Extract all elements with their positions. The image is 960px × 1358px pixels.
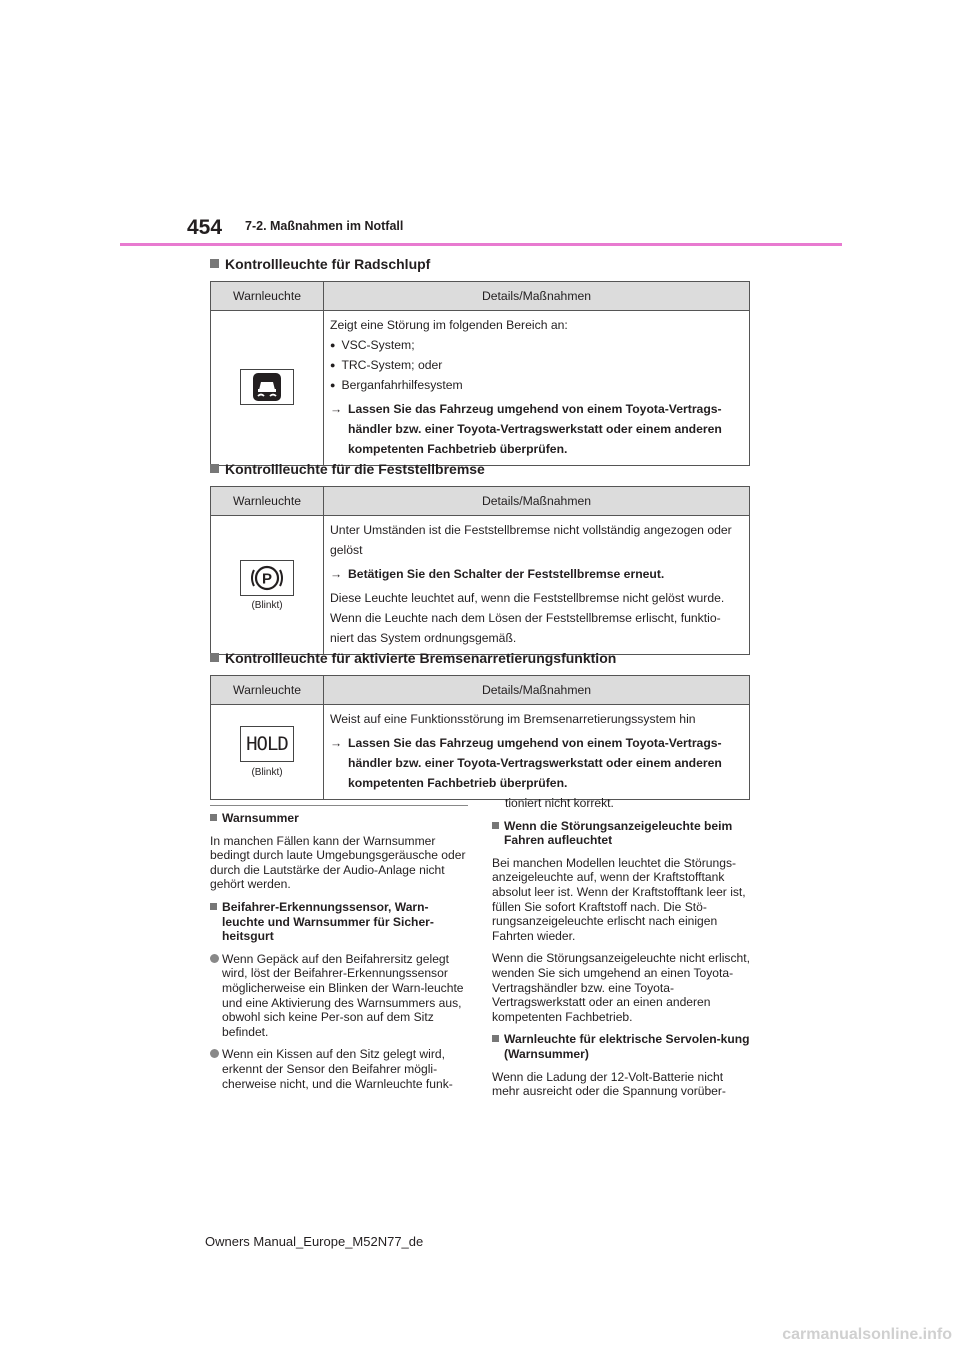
parking-brake-icon	[240, 560, 294, 596]
arrow-icon: →	[330, 736, 343, 750]
section-title-parking-brake: Kontrollleuchte für die Feststellbremse	[210, 461, 485, 477]
note-text-stoerung-1: Bei manchen Modellen leuchtet die Störungs-anzeigeleuchte auf, wenn der Kraftstofftank absolut leer ist. Wenn der Kraftstofftank leer ist, füllen Sie sofort Kraftstoff nach. Die Stö-rungsanzeigeleuchte erlischt nach einigen Fahrten wieder.	[492, 855, 746, 943]
slip-intro: Zeigt eine Störung im folgenden Bereich an:	[330, 318, 568, 332]
note-continuation: tioniert nicht korrekt.	[505, 796, 614, 810]
table-brake-hold	[210, 675, 750, 800]
bullet-dot-icon	[210, 954, 219, 963]
section-title-slip: Kontrollleuchte für Radschlupf	[210, 256, 430, 272]
column-header-details: Details/Maßnahmen	[324, 282, 750, 311]
column-header-warnleuchte: Warnleuchte	[211, 487, 324, 516]
note-text-warnsummer: In manchen Fällen kann der Warnsummer bedingt durch laute Umgebungsgeräusche oder durch die Lautstärke der Audio-Anlage nicht gehört werden.	[210, 833, 466, 892]
parking-brake-icon-letter: P	[261, 570, 273, 587]
notes-divider	[210, 805, 468, 806]
header-rule	[120, 243, 842, 246]
table-parking-brake	[210, 486, 750, 655]
note-title-servo: Warnleuchte für elektrische Servolen-kung (Warnsummer)	[504, 1032, 750, 1061]
column-header-warnleuchte: Warnleuchte	[211, 676, 324, 705]
notes-right-column	[492, 796, 750, 1107]
slip-action: Lassen Sie das Fahrzeug umgehend von einem Toyota-Vertrags-händler bzw. einer Toyota-Vertragswerkstatt oder einem anderen kompetenten Fachbetrieb überprüfen.	[348, 402, 722, 456]
arrow-icon: →	[330, 402, 343, 416]
slip-bullet: ● Berganfahrhilfesystem	[330, 375, 743, 395]
section-title-brake-hold: Kontrollleuchte für aktivierte Bremsenarretierungsfunktion	[210, 650, 616, 666]
watermark: carmanualsonline.info	[782, 1326, 952, 1343]
notes-left-column	[210, 811, 468, 1099]
bullet-dot-icon	[210, 1049, 219, 1058]
note-text-stoerung-2: Wenn die Störungsanzeigeleuchte nicht erlischt, wenden Sie sich umgehend an einen Toyota-Vertragshändler bzw. eine Toyota-Vertragswerkstatt oder an einen anderen kompetenten Fachbetrieb.	[492, 951, 750, 1024]
note-bullet-beifahrer-1: Wenn Gepäck auf den Beifahrersitz gelegt wird, löst der Beifahrer-Erkennungssensor möglicherweise ein Blinken der Warn-leuchte und eine Aktivierung des Warnsummers aus, obwohl sich keine Per-son auf dem Sitz befindet.	[222, 951, 464, 1039]
parking-brake-intro: Unter Umständen ist die Feststellbremse nicht vollständig angezogen oder gelöst	[330, 523, 732, 557]
brake-hold-action: Lassen Sie das Fahrzeug umgehend von einem Toyota-Vertrags-händler bzw. einer Toyota-Vertragswerkstatt oder einem anderen kompetenten Fachbetrieb überprüfen.	[348, 736, 722, 790]
footer-text: Owners Manual_Europe_M52N77_de	[205, 1234, 424, 1249]
slip-bullet: ● VSC-System;	[330, 335, 743, 355]
parking-brake-outro: Diese Leuchte leuchtet auf, wenn die Feststellbremse nicht gelöst wurde. Wenn die Leuchte nach dem Lösen der Feststellbremse erlischt, funktio-niert das System ordnungsgemäß.	[330, 591, 725, 645]
slip-bullet: ● TRC-System; oder	[330, 355, 743, 375]
blink-note: (Blinkt)	[251, 767, 283, 778]
brake-hold-intro: Weist auf eine Funktionsstörung im Bremsenarretierungssystem hin	[330, 712, 696, 726]
page-number: 454	[187, 216, 223, 239]
note-bullet-beifahrer-2: Wenn ein Kissen auf den Sitz gelegt wird, erkennt der Sensor den Beifahrer mögli-cherweise nicht, und die Warnleuchte funk-	[222, 1047, 453, 1091]
note-title-beifahrer: Beifahrer-Erkennungssensor, Warn-leuchte und Warnsummer für Sicher-heitsgurt	[222, 899, 434, 944]
slip-indicator-icon	[240, 369, 294, 405]
note-text-servo: Wenn die Ladung der 12-Volt-Batterie nicht mehr ausreicht oder die Spannung vorüber-	[492, 1069, 726, 1099]
note-title-warnsummer: Warnsummer	[222, 811, 299, 825]
chapter-title: 7-2. Maßnahmen im Notfall	[245, 219, 404, 233]
table-slip	[210, 281, 750, 466]
column-header-details: Details/Maßnahmen	[324, 676, 750, 705]
brake-hold-icon	[240, 726, 294, 762]
arrow-icon: →	[330, 567, 343, 581]
column-header-warnleuchte: Warnleuchte	[211, 282, 324, 311]
brake-hold-icon-text: HOLD	[246, 733, 288, 755]
blink-note: (Blinkt)	[251, 599, 283, 611]
column-header-details: Details/Maßnahmen	[324, 487, 750, 516]
note-title-stoerung: Wenn die Störungsanzeigeleuchte beim Fahren aufleuchtet	[504, 818, 733, 848]
parking-brake-action: Betätigen Sie den Schalter der Feststellbremse erneut.	[348, 567, 665, 581]
